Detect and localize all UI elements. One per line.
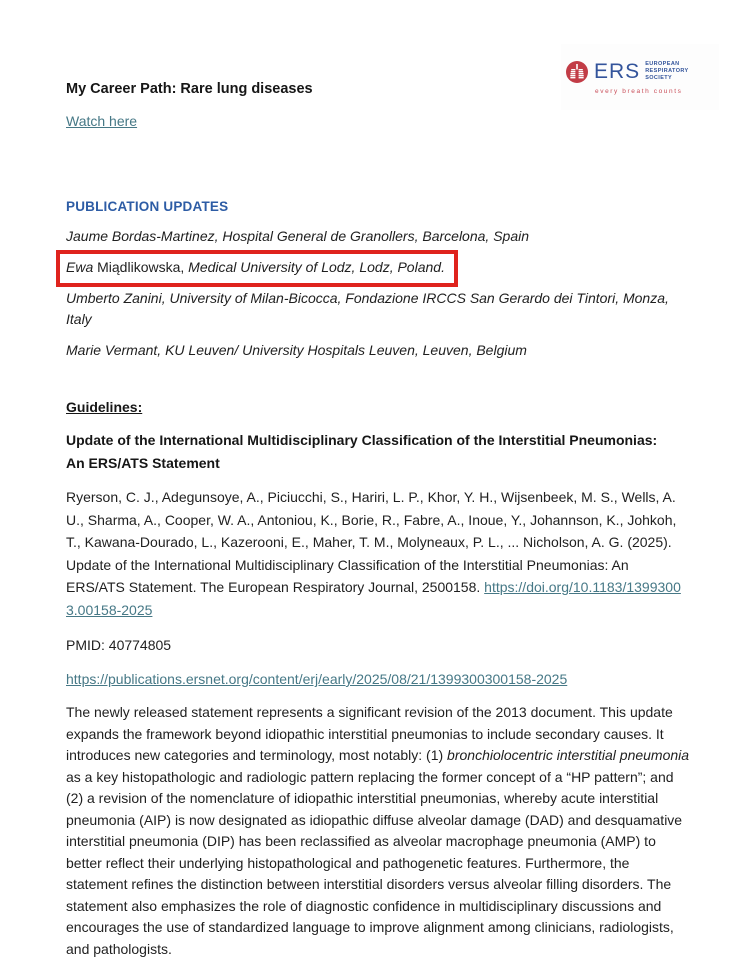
guidelines-heading: Guidelines:: [66, 399, 143, 415]
article-title: Update of the International Multidisciplinary Classification of the Interstitial Pneumonias: An ERS/ATS Statement: [66, 432, 658, 471]
contributor-last-name: Miądlikowska,: [93, 259, 189, 275]
summary-text-1: The newly released statement represents a significant revision of the 2013 document. This update expands the framework beyond idiopathic interstitial pneumonias to include secondary causes. It introduces new categories and terminology, most notably: (1): [66, 704, 673, 763]
newsletter-content: [66, 0, 690, 960]
pmid-label: PMID: 40774805: [66, 637, 172, 653]
logo-org-line: SOCIETY: [645, 75, 673, 82]
contributor-line-highlighted: [66, 257, 690, 278]
summary-italic-term: bronchiolocentric interstitial pneumonia: [447, 747, 690, 763]
contributor-affiliation: Medical University of Lodz, Lodz, Poland.: [188, 259, 445, 275]
summary-paragraph: [66, 702, 690, 960]
publication-updates-heading: PUBLICATION UPDATES: [66, 199, 229, 214]
doi-link[interactable]: https://doi.org/10.1183/13993003.00158-2025: [66, 579, 681, 618]
contributor-line: Marie Vermant, KU Leuven/ University Hospitals Leuven, Leuven, Belgium: [66, 342, 527, 358]
contributor-first-name: Ewa: [66, 259, 94, 275]
watch-here-link[interactable]: Watch here: [66, 113, 138, 129]
logo-org-line: EUROPEAN: [645, 60, 680, 67]
citation-paragraph: [66, 486, 690, 621]
logo-org-line: RESPIRATORY: [645, 67, 689, 74]
logo-acronym: ERS: [594, 60, 641, 83]
publication-url-link[interactable]: https://publications.ersnet.org/content/erj/early/2025/08/21/1399300300158-2025: [66, 671, 568, 687]
career-path-heading: My Career Path: Rare lung diseases: [66, 81, 313, 97]
summary-text-2: as a key histopathologic and radiologic pattern replacing the former concept of a “HP pattern”; and (2) a revision of the nomenclature of idiopathic interstitial pneumonias, whereby acute interstitial pneumonia (AIP) is now designated as idiopathic diffuse alveolar damage (DAD) and desquamative interstitial pneumonia (DIP) has been reclassified as alveolar macrophage pneumonia (AMP) to better reflect their underlying histopathological and pathogenetic features. Furthermore, the statement refines the distinction between interstitial disorders versus alveolar filling disorders. The statement also emphasizes the role of diagnostic confidence in multidisciplinary discussions and encourages the use of standardized language to improve alignment among clinicians, radiologists, and pathologists.: [66, 768, 683, 957]
contributor-line: Jaume Bordas-Martinez, Hospital General de Granollers, Barcelona, Spain: [66, 228, 530, 244]
logo-tagline: every breath counts: [595, 87, 683, 95]
citation-text: Ryerson, C. J., Adegunsoye, A., Piciucchi, S., Hariri, L. P., Khor, Y. H., Wijsenbeek, M. S., Wells, A. U., Sharma, A., Cooper, W. A., Antoniou, K., Borie, R., Fabre, A., Inoue, Y., Johannson, K., Johkoh, T., Kawana-Dourado, L., Kazerooni, E., Maher, T. M., Molyneaux, P. L., ... Nicholson, A. G. (2025). Update of the International Multidisciplinary Classification of the Interstitial Pneumonias: An ERS/ATS Statement. The European Respiratory Journal, 2500158.: [66, 489, 677, 595]
contributor-line: Umberto Zanini, University of Milan-Bicocca, Fondazione IRCCS San Gerardo dei Tintori, Monza, Italy: [66, 290, 669, 327]
